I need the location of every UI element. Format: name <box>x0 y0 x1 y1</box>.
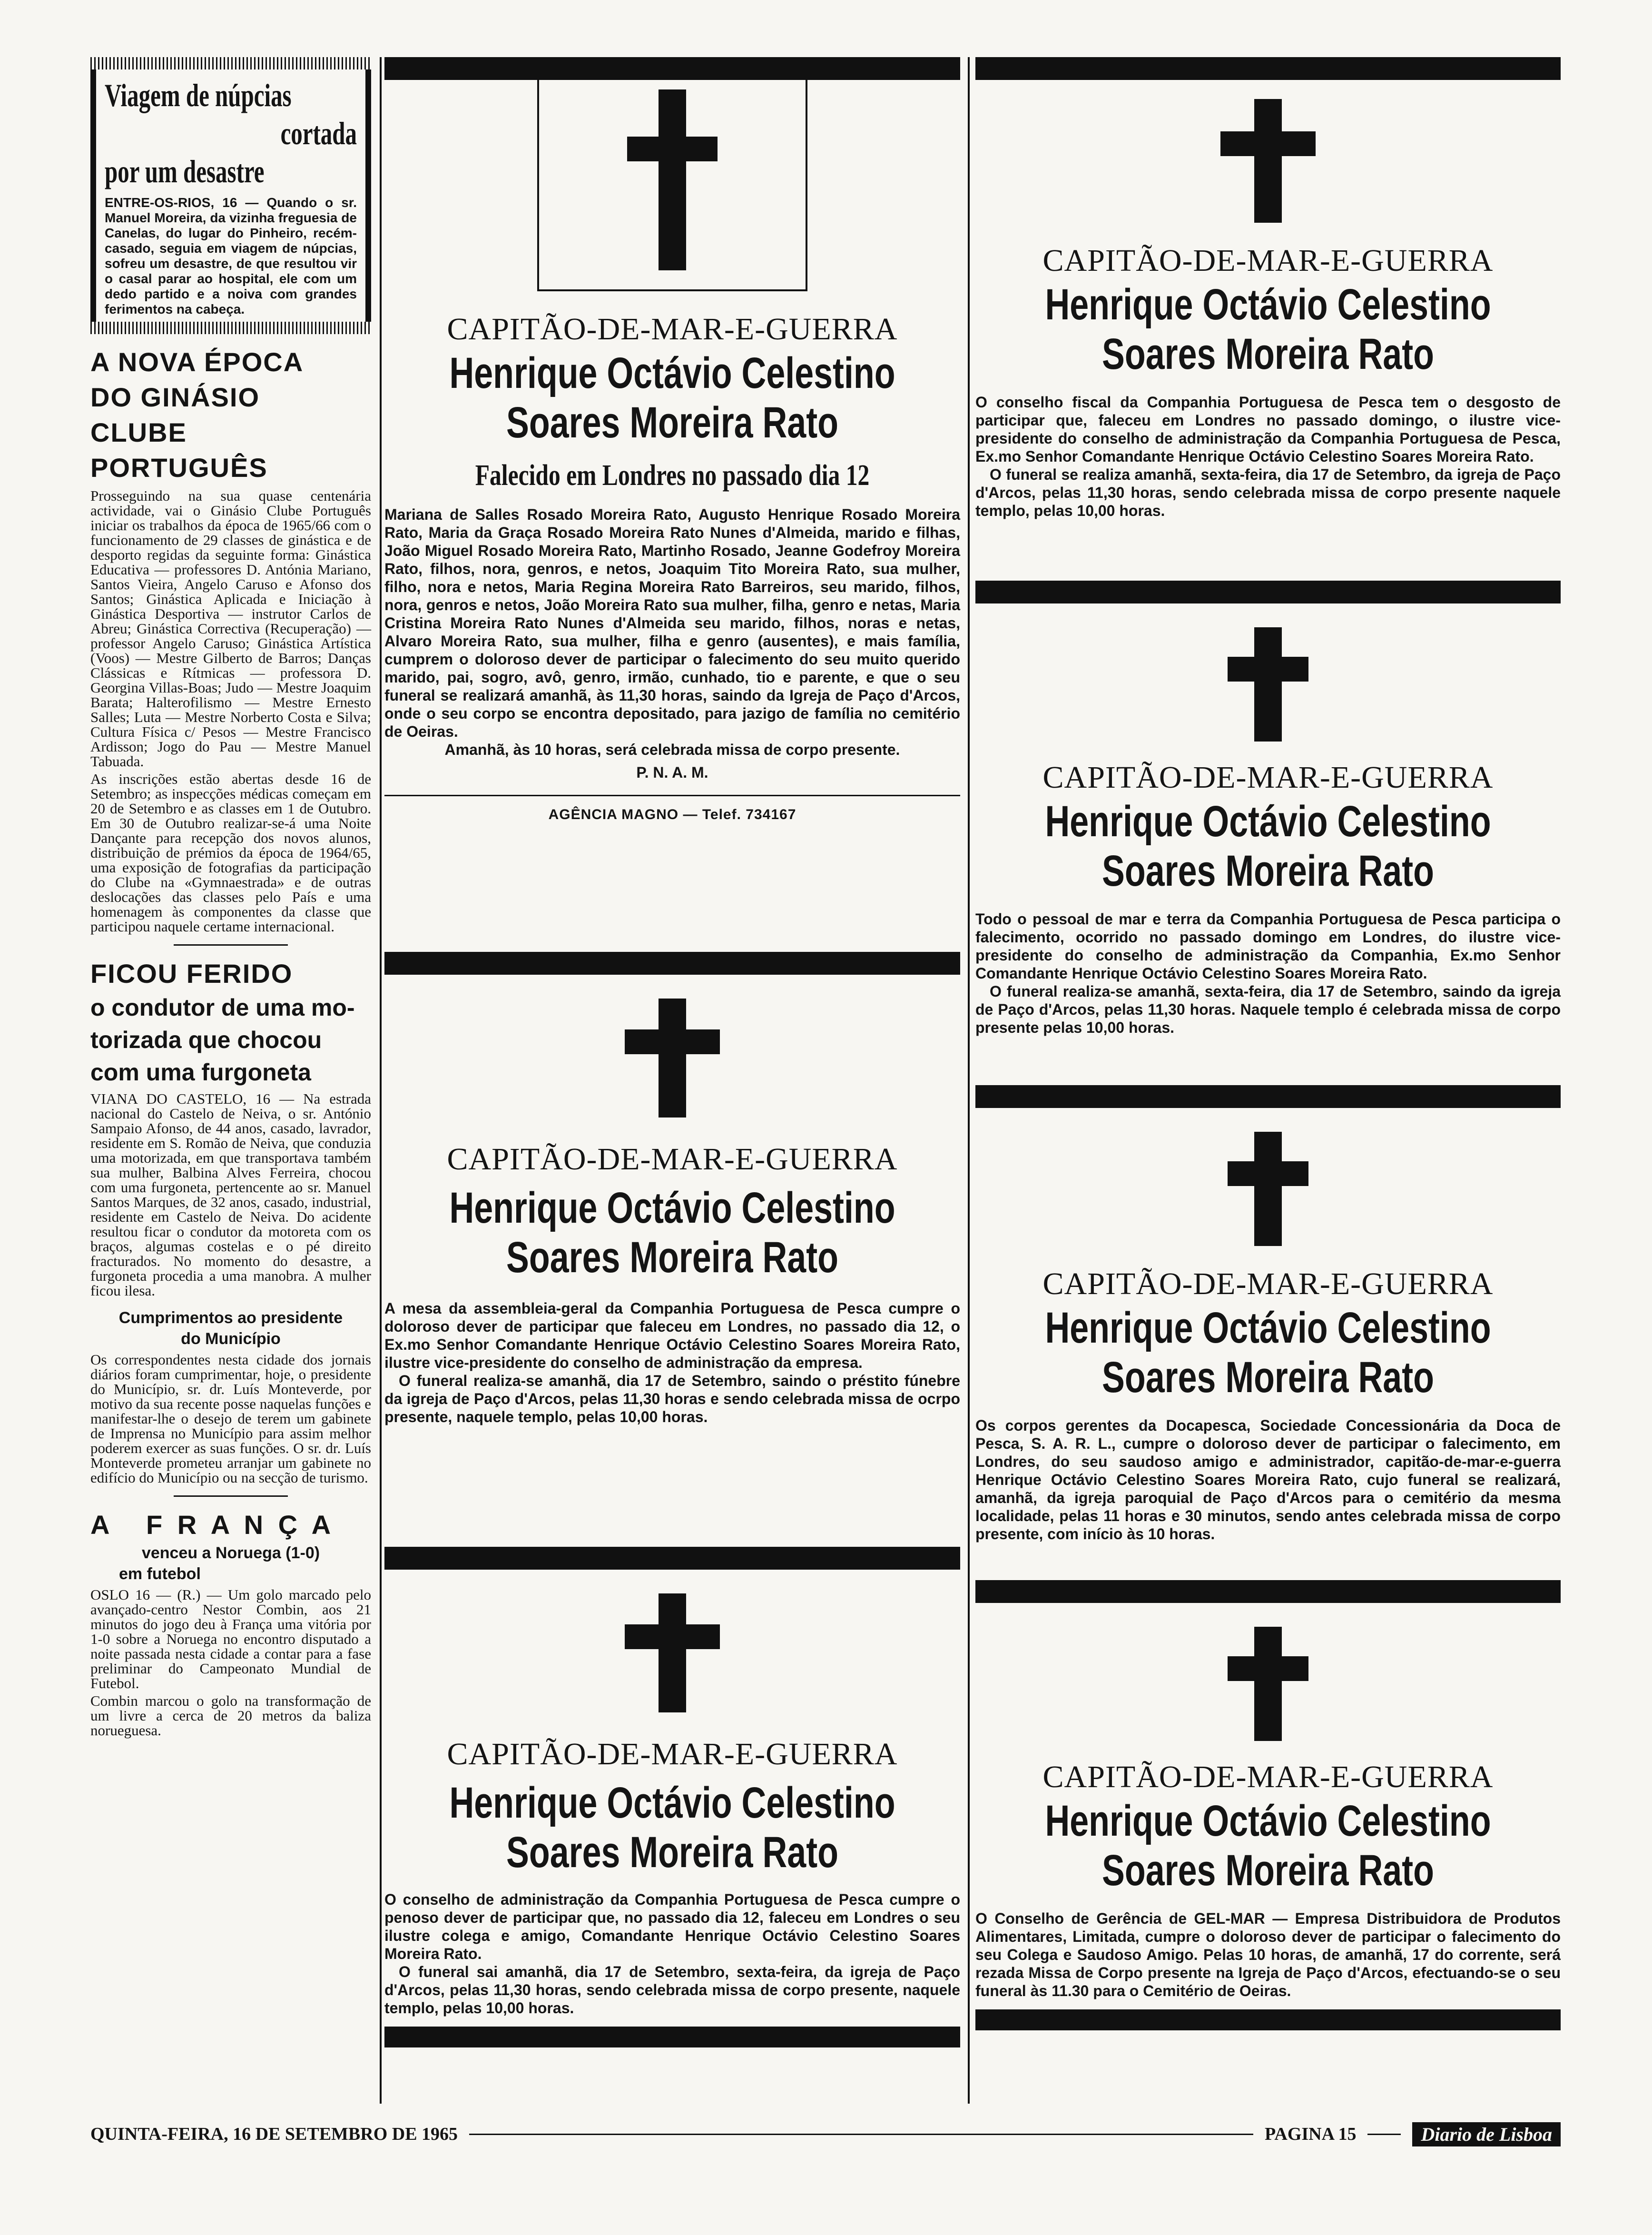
divider <box>174 1495 288 1497</box>
notice-text: O Conselho de Gerência de GEL-MAR — Empresa Distribuidora de Produtos Alimentares, Limitada, cumpre o doloroso dever de participar o falecimento do seu Colega e Saudoso Amigo. Pelas 10 horas, de amanhã, 17 do corrente, será rezada Missa de Corpo presente na Igreja de Paço d'Arcos, efectuando-se o seu funeral às 11.30 para o Cemitério de Oeiras. <box>975 1910 1561 1999</box>
notice-text: A mesa da assembleia-geral da Companhia Portuguesa de Pesca cumpre o doloroso dever de participar que faleceu em Londres, no passado dia 12, o Ex.mo Senhor Comandante Henrique Octávio Celestino Soares Moreira Rato, ilustre vice-presidente do conselho de administração da empresa. <box>384 1300 960 1371</box>
deceased-name-line-1: Henrique Octávio Celestino <box>1045 797 1491 846</box>
cross-icon <box>1228 627 1308 742</box>
rank-title: CAPITÃO-DE-MAR-E-GUERRA <box>447 1142 898 1177</box>
black-bar <box>975 1085 1561 1108</box>
left-column <box>90 57 371 1738</box>
headline-line-2: do Município <box>181 1330 281 1348</box>
notice-funeral: O funeral sai amanhã, dia 17 de Setembro, sexta-feira, da igreja de Paço d'Arcos, pelas 11,30 horas, sendo celebrada missa de corpo presente, naquele templo, pelas 10,00 horas. <box>384 1963 960 2017</box>
deceased-name-line-2: Soares Moreira Rato <box>506 1233 838 1282</box>
cross-icon <box>1228 1627 1308 1741</box>
article-paragraph: VIANA DO CASTELO, 16 — Na estrada nacional do Castelo de Neiva, o sr. António Sampaio Afonso, de 44 anos, casado, lavrador, residente em S. Romão de Neiva, que conduzia uma motorizada, em que transportava também sua mulher, Balbina Alves Ferreira, chocou com uma furgoneta, pertencente ao sr. Manuel Santos Marques, de 32 anos, casado, industrial, residente em Castelo de Neiva. Do acidente resultou ficar o condutor da motoreta com os braços, algumas costelas e o pé direito fracturados. No momento do desastre, a furgoneta procedia a uma manobra. A mulher ficou ilesa. <box>90 1090 371 1299</box>
headline-line-3: por um desastre <box>105 153 265 189</box>
black-bar <box>975 581 1561 603</box>
rank-title: CAPITÃO-DE-MAR-E-GUERRA <box>447 312 898 346</box>
article-ferido <box>90 956 371 1298</box>
article-paragraph: Prosseguindo na sua quase centenária actividade, vai o Ginásio Clube Português iniciar os trabalhos da época de 1965/66 com o funcionamento de 29 classes de ginástica e de desporto regidas da seguinte forma: Ginástica Educativa — professores D. Antónia Mariano, Santos Vieira, Angelo Caruso e Afonso dos Santos; Ginástica Aplicada e Iniciação à Ginástica Desportiva — instrutor Carlos de Abreu; Ginástica Correctiva (Recuperação) — professor Angelo Caruso; Ginástica Artística (Voos) — Mestre Gilberto de Barros; Danças Clássicas e Rítmicas — professora D. Georgina Villas-Boas; Judo — Mestre Joaquim Barata; Halterofilismo — Mestre Ernesto Salles; Luta — Mestre Norberto Costa e Silva; Cultura Física c/ Pesos — Mestre Francisco Ardisson; Jogo do Pau — Mestre Manuel Tabuada. <box>90 487 371 770</box>
divider <box>174 944 288 946</box>
headline-line-4: com uma furgoneta <box>90 1059 311 1086</box>
notice-mass: Amanhã, às 10 horas, será celebrada missa de corpo presente. <box>444 741 900 758</box>
black-bar <box>384 952 960 975</box>
headline-line-2: DO GINÁSIO <box>90 382 260 412</box>
obituary-docapesca <box>975 1085 1561 1543</box>
cross-icon <box>625 1593 720 1712</box>
headline-line-1: A NOVA ÉPOCA <box>90 347 304 377</box>
notice-funeral: O funeral realiza-se amanhã, sexta-feira, dia 17 de Setembro, saindo da igreja de Paço d'Arcos, pelas 11,30 horas. Naquele templo é celebrada missa de corpo presente pelas 10,00 horas. <box>975 983 1561 1036</box>
newspaper-masthead: Diario de Lisboa <box>1412 2122 1561 2146</box>
news-box-honeymoon <box>90 69 371 322</box>
article-franca <box>90 1507 371 1738</box>
deceased-name-line-2: Soares Moreira Rato <box>506 1828 838 1877</box>
article-paragraph: OSLO 16 — (R.) — Um golo marcado pelo avançado-centro Nestor Combin, aos 21 minutos do jogo deu à França uma vitória por 1-0 sobre a Noruega no encontro disputado a noite passada nesta cidade a contar para a fase preliminar do Campeonato Mundial de Futebol. <box>90 1586 371 1691</box>
cross-icon <box>1220 99 1316 223</box>
notice-funeral: O funeral realiza-se amanhã, dia 17 de Setembro, saindo o préstito fúnebre da igreja de Paço d'Arcos, pelas 11,30 horas e sendo celebrada missa de ocrpo presente, naquele templo, pelas 10,00 horas. <box>384 1372 960 1425</box>
rank-title: CAPITÃO-DE-MAR-E-GUERRA <box>447 1737 898 1771</box>
cross-icon <box>1228 1132 1308 1246</box>
rank-title: CAPITÃO-DE-MAR-E-GUERRA <box>1042 243 1494 278</box>
headline-line-1: Viagem de núpcias <box>105 77 292 113</box>
article-paragraph: Combin marcou o golo na transformação de um livre a cerca de 20 metros da baliza norueguesa. <box>90 1692 371 1739</box>
divider <box>384 795 960 796</box>
black-bar <box>975 1580 1561 1603</box>
notice-funeral: O funeral se realiza amanhã, sexta-feira, dia 17 de Setembro, da igreja de Paço d'Arcos, pelas 11,30 horas, sendo celebrada missa de corpo presente naquele templo, pelas 10,00 horas. <box>975 466 1561 519</box>
headline-line-2: venceu a Noruega (1-0) <box>141 1544 320 1562</box>
article-ginasio <box>90 345 371 934</box>
headline-line-3: CLUBE PORTUGUÊS <box>90 417 268 483</box>
footer-date: QUINTA-FEIRA, 16 DE SETEMBRO DE 1965 <box>90 2124 458 2144</box>
obituary-assembleia <box>384 952 960 1426</box>
deceased-name-line-2: Soares Moreira Rato <box>506 398 838 447</box>
notice-text: Mariana de Salles Rosado Moreira Rato, Augusto Henrique Rosado Moreira Rato, Maria da Graça Rosado Moreira Rato Nunes d'Almeida, marido e filhas, João Miguel Rosado Moreira Rato, Martinho Rosado, Jeanne Godefroy Moreira Rato, filhos, nora, genros, e netos, Joaquim Tito Moreira Rato, sua mulher, filho, nora e netos, Maria Regina Moreira Rato Barreiros, seu marido, filhos, nora, genros e netos, João Moreira Rato sua mulher, filha, genro e netas, Maria Cristina Moreira Rato Nunes d'Almeida seu marido, filhos, noras e netas, Alvaro Moreira Rato, sua mulher, filha e genro (ausentes), e mais família, cumprem o doloroso dever de participar o falecimento do seu muito querido marido, pai, sogro, avô, genro, irmão, cunhado, tio e parente, e que o seu funeral se realizará amanhã, às 11,30 horas, saindo da Igreja de Paço d'Arcos, onde o seu corpo se encontra depositado, para jazigo de família no cemitério de Oeiras. <box>384 506 960 740</box>
cross-icon <box>625 999 720 1118</box>
deceased-name-line-2: Soares Moreira Rato <box>1102 1846 1434 1895</box>
deceased-name-line-1: Henrique Octávio Celestino <box>449 349 895 397</box>
notice-text: O conselho de administração da Companhia Portuguesa de Pesca cumpre o penoso dever de participar que, no passado dia 12, faleceu em Londres o seu ilustre colega e amigo, Comandante Henrique Octávio Celestino Soares Moreira Rato. <box>384 1891 960 1962</box>
rank-title: CAPITÃO-DE-MAR-E-GUERRA <box>1042 1266 1494 1301</box>
cross-icon <box>627 89 718 270</box>
black-bar <box>384 2027 960 2047</box>
notice-text: Todo o pessoal de mar e terra da Companhia Portuguesa de Pesca participa o falecimento, ocorrido no passado domingo em Londres, do ilustre vice-presidente do conselho de administração da Companhia, Ex.mo Senhor Comandante Henrique Octávio Celestino Soares Moreira Rato. <box>975 910 1561 982</box>
page-footer <box>90 2120 1561 2148</box>
hatched-border-bottom <box>90 322 371 334</box>
deceased-name-line-1: Henrique Octávio Celestino <box>1045 280 1491 329</box>
deceased-name-line-1: Henrique Octávio Celestino <box>449 1779 895 1827</box>
notice-text: Os corpos gerentes da Docapesca, Sociedade Concessionária da Doca de Pesca, S. A. R. L., cumpre o doloroso dever de participar o falecimento, em Londres, do seu saudoso amigo e administrador, capitão-de-mar-e-guerra Henrique Octávio Celestino Soares Moreira Rato, cujo funeral se realizará, amanhã, da igreja paroquial de Paço d'Arcos para o cemitério da mesma localidade, pelas 11 horas e 30 minutos, sendo antes celebrada missa de corpo presente, com início às 10 horas. <box>975 1417 1561 1543</box>
headline-line-1: Cumprimentos ao presidente <box>118 1309 343 1327</box>
black-bar <box>384 1547 960 1570</box>
deceased-name-line-1: Henrique Octávio Celestino <box>1045 1797 1491 1845</box>
deceased-name-line-1: Henrique Octávio Celestino <box>449 1184 895 1232</box>
rank-title: CAPITÃO-DE-MAR-E-GUERRA <box>1042 1760 1494 1794</box>
headline-line-3: em futebol <box>119 1565 201 1583</box>
black-bar <box>975 57 1561 80</box>
headline-line-3: torizada que chocou <box>90 1027 322 1053</box>
headline-line-2: o condutor de uma mo- <box>90 994 355 1021</box>
footer-rule <box>469 2134 1253 2135</box>
notice-text: O conselho fiscal da Companhia Portuguesa de Pesca tem o desgosto de participar que, faleceu em Londres no passado domingo, o ilustre vice-presidente do conselho de administração da Companhia Portuguesa de Pesca, Ex.mo Senhor Comandante Henrique Octávio Celestino Soares Moreira Rato. <box>975 394 1561 465</box>
cross-frame <box>537 57 807 291</box>
article-text: ENTRE-OS-RIOS, 16 — Quando o sr. Manuel Moreira, da vizinha freguesia de Canelas, do lugar do Pinheiro, recém-casado, seguia em viagem de núpcias, sofreu um desastre, de que resultou vir o casal parar ao hospital, ele com um dedo partido e a noiva com grandes ferimentos na cabeça. <box>105 195 357 316</box>
obituary-main <box>384 57 960 824</box>
black-bar <box>975 2009 1561 2030</box>
deceased-name-line-2: Soares Moreira Rato <box>1102 847 1434 895</box>
article-cumprimentos <box>90 1307 371 1485</box>
article-paragraph: As inscrições estão abertas desde 16 de Setembro; as inspecções médicas começam em 20 de Setembro e as classes em 1 de Outubro. Em 30 de Outubro realizar-se-á uma Noite Dançante para recepção dos novos alunos, distribuição de prémios da época de 1964/65, uma exposição de fotografias da participação do Clube na «Gymnaestrada» e de outras deslocações das classes pelo País e uma homenagem às componentes da classe que participou naquele certame internacional. <box>90 771 371 935</box>
obituary-pessoal <box>975 581 1561 1037</box>
deceased-name-line-1: Henrique Octávio Celestino <box>1045 1304 1491 1352</box>
obituary-administracao <box>384 1547 960 2047</box>
page-number: PAGINA 15 <box>1264 2124 1357 2144</box>
deceased-name-line-2: Soares Moreira Rato <box>1102 330 1434 378</box>
hatched-border-top <box>90 57 371 69</box>
article-paragraph: Os correspondentes nesta cidade dos jornais diários foram cumprimentar, hoje, o presidente do Município, sr. dr. Luís Monteverde, por motivo da sua recente posse naquelas funções e manifestar-lhe o desejo de terem um gabinete de Imprensa no Município para assim melhor poderem exercer as suas funções. O sr. dr. Luís Monteverde prometeu arranjar um gabinete no edifício do Município ou na secção de turismo. <box>90 1351 371 1486</box>
subheading: Falecido em Londres no passado dia 12 <box>475 459 870 492</box>
black-bar <box>384 57 960 80</box>
agency-line: AGÊNCIA MAGNO — Telef. 734167 <box>548 807 796 822</box>
notice-signature: P. N. A. M. <box>636 764 708 781</box>
middle-column <box>384 57 960 2113</box>
deceased-name-line-2: Soares Moreira Rato <box>1102 1353 1434 1402</box>
obituary-gelmar <box>975 1580 1561 2030</box>
right-column <box>975 57 1561 2113</box>
column-rule <box>968 57 970 2104</box>
headline-line-2: cortada <box>280 115 357 151</box>
rank-title: CAPITÃO-DE-MAR-E-GUERRA <box>1042 760 1494 795</box>
column-rule <box>380 57 382 2104</box>
obituary-conselho-fiscal <box>975 57 1561 520</box>
headline-line-1: A F R A N Ç A <box>90 1510 335 1540</box>
headline-line-1: FICOU FERIDO <box>90 959 293 989</box>
footer-rule <box>1367 2134 1401 2135</box>
